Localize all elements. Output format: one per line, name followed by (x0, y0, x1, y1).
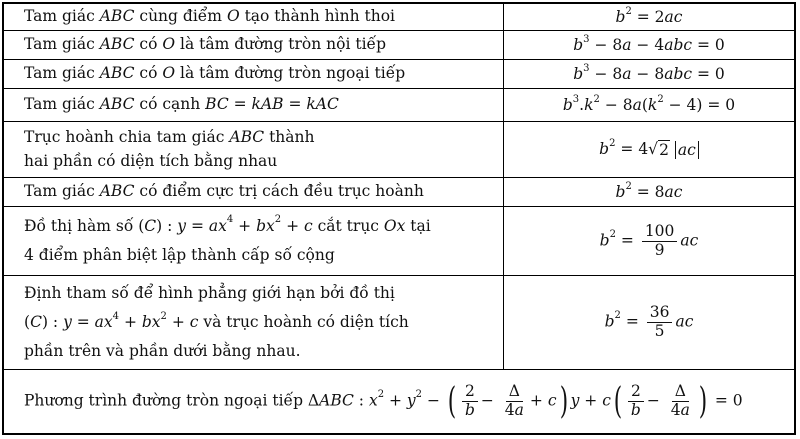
table-row (4, 60, 794, 89)
condition-cell: Tam giác ABC cùng điểm O tạo thành hình thoi (4, 4, 504, 30)
formula-cell: $b^2 = 4√2$ ac (504, 122, 794, 177)
formula-cell: $b^3 - 8a - 4abc = 0$ (573, 33, 725, 55)
table-row (4, 89, 794, 122)
table-row (4, 31, 794, 60)
condition-cell: Tam giác ABC có O là tâm đường tròn nội tiếp (4, 31, 504, 59)
circle-equation-cell: Phương trình đường tròn ngoại tiếp ΔABC : $x^2 + y^2$ − ( $\frac{2}{b}$ − $\frac{\Delta}{4a}$ + c) y + c( $\frac{2}{b}$ − $\frac{\Delta}{4a}$ ) = 0 (24, 380, 743, 422)
formula-cell: $b^2 = 2ac$ (615, 5, 683, 27)
formula-cell: $b^3 - 8a - 8abc = 0$ (573, 62, 725, 84)
table-row (4, 207, 794, 276)
formula-cell: $b^2 = 8ac$ (615, 180, 683, 202)
condition-cell: Tam giác ABC có O là tâm đường tròn ngoại tiếp (4, 60, 504, 88)
table-row (4, 122, 794, 178)
condition-cell: Tam giác ABC có cạnh BC = kAB = kAC (4, 89, 504, 121)
condition-cell: Đồ thị hàm số (C) : $y = ax^4 + bx^2 + c$ cắt trục Ox tại 4 điểm phân biệt lập thành cấp số cộng (4, 207, 504, 275)
formula-table (2, 2, 796, 435)
table-row (4, 4, 794, 31)
table-row (4, 276, 794, 370)
table-row (4, 370, 794, 433)
formula-cell: $b^2$ = $\frac{100}{9}$ ac (599, 221, 699, 259)
condition-cell: Tam giác ABC có điểm cực trị cách đều trục hoành (4, 178, 504, 206)
condition-cell: Trục hoành chia tam giác ABC thành hai phần có diện tích bằng nhau (4, 122, 504, 177)
condition-cell: Định tham số để hình phẳng giới hạn bởi đồ thị (C) : $y = ax^4 + bx^2 + c$ và trục hoành có diện tích phần trên và phần dưới bằng nhau. (4, 276, 504, 369)
formula-cell: $b^3.k^2 - 8a(k^2 - 4) = 0$ (562, 93, 736, 115)
formula-cell: $b^2$ = $\frac{36}{5}$ ac (604, 303, 694, 340)
table-row (4, 178, 794, 207)
